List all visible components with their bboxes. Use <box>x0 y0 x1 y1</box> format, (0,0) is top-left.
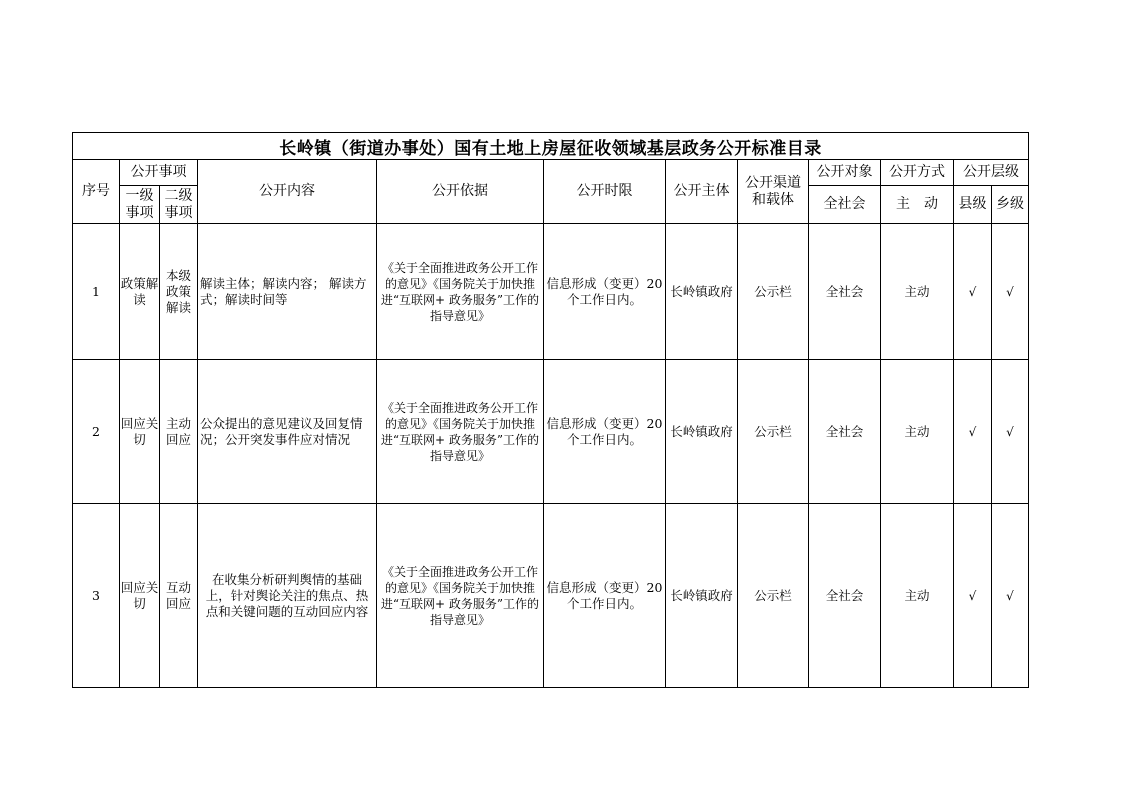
row-level1: 政策解读 <box>120 224 160 360</box>
row-target: 全社会 <box>809 504 881 688</box>
header-seq: 序号 <box>73 160 120 224</box>
row-basis: 《关于全面推进政务公开工作的意见》《国务院关于加快推进“互联网+ 政务服务”工作的指导意见》 <box>377 504 544 688</box>
header-matter: 公开事项 <box>120 160 198 186</box>
row-subject: 长岭镇政府 <box>666 360 738 504</box>
row-method: 主动 <box>881 360 954 504</box>
header-target: 公开对象 <box>809 160 881 186</box>
catalog-table <box>72 132 1029 688</box>
row-channel: 公示栏 <box>738 360 809 504</box>
header-tier-town: 乡级 <box>992 186 1029 224</box>
row-seq: 3 <box>73 504 120 688</box>
table-row <box>73 504 1029 688</box>
header-tier: 公开层级 <box>954 160 1029 186</box>
row-method: 主动 <box>881 504 954 688</box>
row-basis: 《关于全面推进政务公开工作的意见》《国务院关于加快推进“互联网+ 政务服务”工作的指导意见》 <box>377 360 544 504</box>
row-seq: 2 <box>73 360 120 504</box>
header-level2: 二级事项 <box>160 186 198 224</box>
header-time-limit: 公开时限 <box>544 160 666 224</box>
table-row <box>73 360 1029 504</box>
header-subject: 公开主体 <box>666 160 738 224</box>
row-town-check: √ <box>992 360 1029 504</box>
header-basis: 公开依据 <box>377 160 544 224</box>
row-channel: 公示栏 <box>738 224 809 360</box>
header-channel: 公开渠道和载体 <box>738 160 809 224</box>
row-basis: 《关于全面推进政务公开工作的意见》《国务院关于加快推进“互联网+ 政务服务”工作的指导意见》 <box>377 224 544 360</box>
header-method: 公开方式 <box>881 160 954 186</box>
row-channel: 公示栏 <box>738 504 809 688</box>
header-tier-county: 县级 <box>954 186 992 224</box>
row-level2: 本级政策解读 <box>160 224 198 360</box>
header-content: 公开内容 <box>198 160 377 224</box>
row-subject: 长岭镇政府 <box>666 224 738 360</box>
row-level1: 回应关切 <box>120 504 160 688</box>
row-time-limit: 信息形成（变更）20个工作日内。 <box>544 224 666 360</box>
row-time-limit: 信息形成（变更）20个工作日内。 <box>544 504 666 688</box>
table-row <box>73 224 1029 360</box>
row-content: 在收集分析研判舆情的基础上，针对舆论关注的焦点、热点和关键问题的互动回应内容 <box>198 504 377 688</box>
row-town-check: √ <box>992 224 1029 360</box>
row-time-limit: 信息形成（变更）20个工作日内。 <box>544 360 666 504</box>
row-seq: 1 <box>73 224 120 360</box>
row-county-check: √ <box>954 360 992 504</box>
row-target: 全社会 <box>809 360 881 504</box>
header-method-sub: 主 动 <box>881 186 954 224</box>
row-target: 全社会 <box>809 224 881 360</box>
catalog-sheet <box>72 132 1029 688</box>
row-method: 主动 <box>881 224 954 360</box>
row-county-check: √ <box>954 224 992 360</box>
row-level2: 互动回应 <box>160 504 198 688</box>
row-content: 公众提出的意见建议及回复情况；公开突发事件应对情况 <box>198 360 377 504</box>
row-level1: 回应关切 <box>120 360 160 504</box>
row-subject: 长岭镇政府 <box>666 504 738 688</box>
row-county-check: √ <box>954 504 992 688</box>
table-title: 长岭镇（街道办事处）国有土地上房屋征收领域基层政务公开标准目录 <box>73 133 1029 160</box>
header-target-sub: 全社会 <box>809 186 881 224</box>
row-level2: 主动回应 <box>160 360 198 504</box>
row-content: 解读主体；解读内容； 解读方式；解读时间等 <box>198 224 377 360</box>
header-level1: 一级事项 <box>120 186 160 224</box>
row-town-check: √ <box>992 504 1029 688</box>
